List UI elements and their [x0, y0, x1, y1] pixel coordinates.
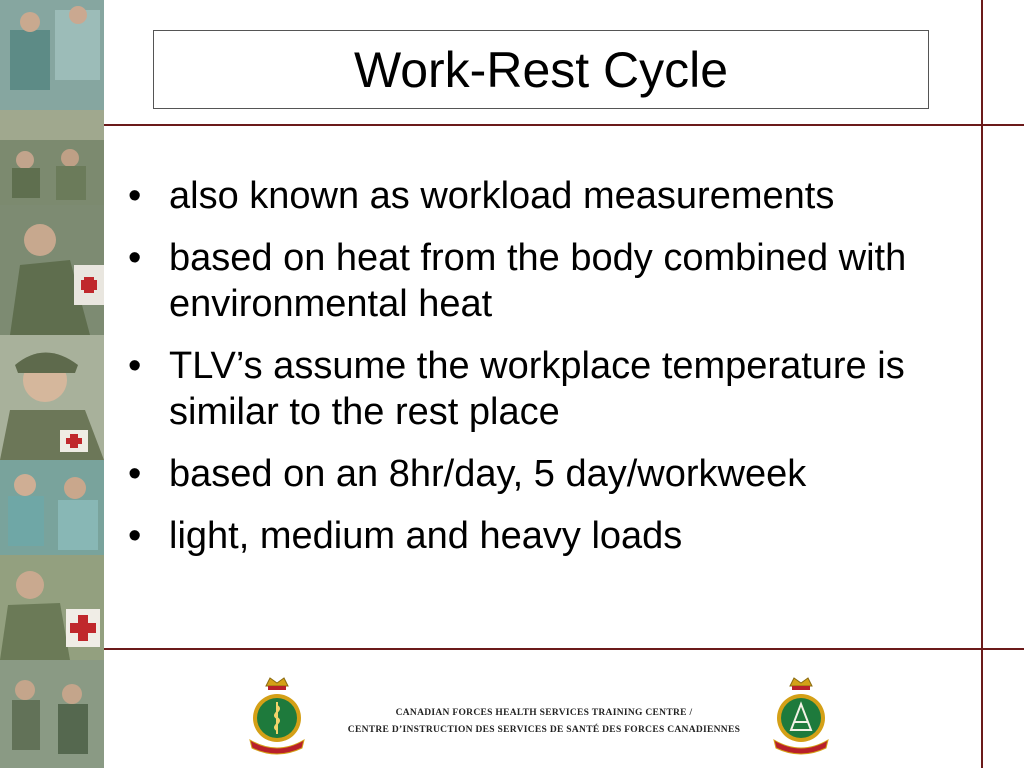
photo-collage-strip: [0, 0, 104, 768]
medical-services-crest-icon: [244, 676, 310, 761]
bullet-text: light, medium and heavy loads: [169, 515, 683, 557]
bullet-dot-icon: •: [128, 515, 142, 557]
training-centre-crest-icon: [768, 676, 834, 761]
footer-divider-line: [104, 648, 1024, 650]
bullet-text: also known as workload measurements: [169, 175, 835, 217]
bullet-item: [128, 513, 968, 559]
field-training-photo: [0, 660, 104, 768]
bullet-text: based on an 8hr/day, 5 day/workweek: [169, 453, 807, 495]
classroom-photo: [0, 110, 104, 205]
bullet-item: [128, 173, 968, 219]
bullet-dot-icon: •: [128, 345, 142, 387]
bullet-dot-icon: •: [128, 175, 142, 217]
right-border-line: [981, 0, 983, 768]
officer-photo: [0, 335, 104, 460]
footer-line-french: CENTRE D’INSTRUCTION DES SERVICES DE SANTÉ DES FORCES CANADIENNES: [347, 725, 741, 735]
bullet-item: [128, 235, 968, 327]
footer-institution-text: [314, 705, 774, 739]
bullet-text: TLV’s assume the workplace temperature is similar to the rest place: [169, 345, 905, 433]
bullet-list: [128, 173, 968, 575]
slide-title: Work-Rest Cycle: [353, 41, 729, 98]
footer-line-english: CANADIAN FORCES HEALTH SERVICES TRAINING CENTRE /: [395, 708, 693, 718]
soldier-photo: [0, 205, 104, 335]
medical-training-photo: [0, 0, 104, 110]
header-divider-line: [104, 124, 1024, 126]
bullet-dot-icon: •: [128, 453, 142, 495]
bullet-text: based on heat from the body combined with environmental heat: [169, 237, 907, 325]
bullet-dot-icon: •: [128, 237, 142, 279]
bullet-item: [128, 451, 968, 497]
title-box: [153, 30, 929, 109]
surgery-photo: [0, 460, 104, 555]
bullet-item: [128, 343, 968, 435]
medic-photo: [0, 555, 104, 660]
footer: [104, 652, 980, 768]
